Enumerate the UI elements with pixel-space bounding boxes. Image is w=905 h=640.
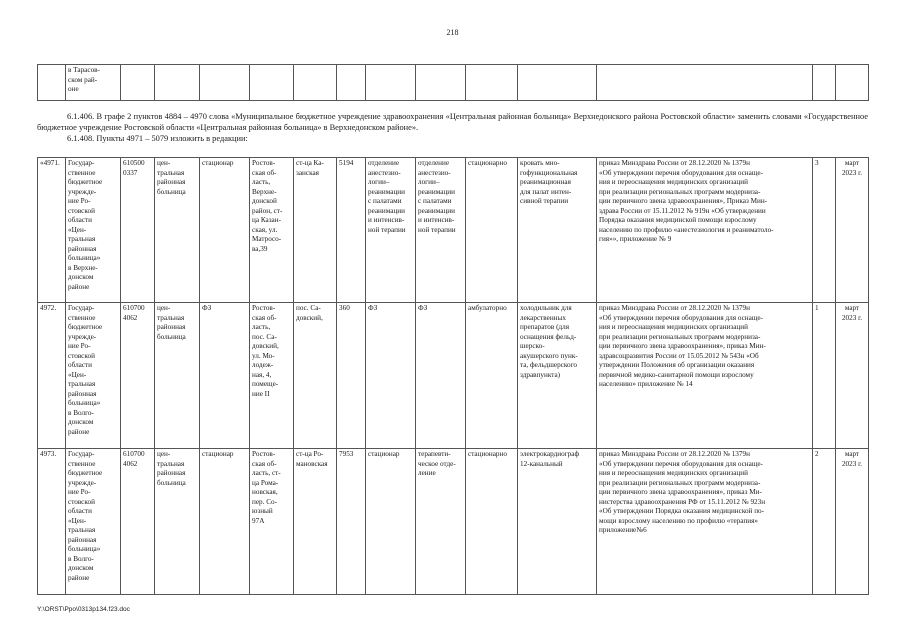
paragraph-6-1-406: 6.1.406. В графе 2 пунктов 4884 – 4970 слова «Муниципальное бюджетное учреждение здравоохранения «Центральная районная больница» Верхнедонского района Ростовской области» заменить словами «Государственное бюджетное учреждение Ростовской области «Центральная районная больница» в Верхнедонском районе». [37, 112, 868, 132]
cell-pop: 7953 [337, 449, 366, 595]
cell-care: амбулаторно [466, 303, 518, 449]
cell-empty [518, 65, 597, 101]
cell-care: стационарно [466, 449, 518, 595]
cell-order: приказ Минздрава России от 28.12.2020 № 1379н «Об утверждении перечня оборудования для оснаще- ния и переоснащения медицинских организаций при реализации региональных программ модерниза- ции первичного звена здравоохранения», приказ Мин- здравсоцразвития России от 15.05.2012 № 543н «Об утверждении Положения об организации оказания первичной медико-санитарной помощи взрослому населению» приложение № 14 [597, 303, 813, 449]
cell-num: 4972. [38, 303, 66, 449]
cell-order: приказ Минздрава России от 28.12.2020 № 1379н «Об утверждении перечня оборудования для оснаще- ния и переоснащения медицинских организаций при реализации региональных программ модерниза- ции первичного звена здравоохранения», приказ Ми- нистерства здравоохранения РФ от 15.11.2012 № 923н «Об утверждении Порядка оказания медицинской по- мощи взрослому населению по профилю «терапия» приложение№6 [597, 449, 813, 595]
cell-empty [836, 65, 869, 101]
cell-empty [337, 65, 366, 101]
cell-num: 4973. [38, 449, 66, 595]
cell-equipment: электрокардиограф 12-канальный [518, 449, 597, 595]
cell-qty: 3 [813, 158, 836, 303]
cell-address: Ростов- ская об- ласть, пос. Са- довский, ул. Мо- лодеж- ная, 4, помеще- ние II [250, 303, 294, 449]
cell-dept2: ФЗ [416, 303, 466, 449]
table-row [38, 449, 869, 595]
cell-pop: 360 [337, 303, 366, 449]
cell-empty [200, 65, 250, 101]
paragraph-6-1-408: 6.1.408. Пункты 4971 – 5079 изложить в редакции: [67, 134, 248, 143]
cell-dept1: отделение анестезио- логии– реанимации с палатами реанимации и интенсив- ной терапии [366, 158, 416, 303]
cell-qty: 2 [813, 449, 836, 595]
cell-empty [366, 65, 416, 101]
cell-code: 610500 0337 [121, 158, 155, 303]
cell-care: стационарно [466, 158, 518, 303]
cell-locality: пос. Са- довский, [294, 303, 337, 449]
cell-empty [250, 65, 294, 101]
cell-locality: ст-ца Ро- мановская [294, 449, 337, 595]
cell-unit: цен- тральная районная больница [155, 449, 200, 595]
cell-dept2: отделение анестезио- логии– реанимации с палатами реанимации и интенсив- ной терапии [416, 158, 466, 303]
continuation-table [37, 64, 869, 101]
cell-date: март 2023 г. [836, 449, 869, 595]
cell-dept1: стационар [366, 449, 416, 595]
cell-equipment: холодильник для лекарственных препаратов (для оснащения фельд- шерско- акушерского пунк- та, фельдшерского здравпункта) [518, 303, 597, 449]
cell-type: стационар [200, 158, 250, 303]
table-row [38, 158, 869, 303]
cell-empty [155, 65, 200, 101]
cell-code: 610700 4062 [121, 303, 155, 449]
cell-locality: ст-ца Ка- занская [294, 158, 337, 303]
file-path-footer: Y:\ORST\Ppo\0313p134.f23.doc [37, 606, 130, 613]
cell-dept1: ФЗ [366, 303, 416, 449]
cell-org: Государ- ственное бюджетное учрежде- ние Ро- стовской области «Цен- тральная районная больница» в Волго- донском районе [66, 303, 121, 449]
cell-empty [416, 65, 466, 101]
cell-empty [597, 65, 813, 101]
cell-date: март 2023 г. [836, 303, 869, 449]
cell-empty [121, 65, 155, 101]
cell-address: Ростов- ская об- ласть, Верхне- донской район, ст- ца Казан- ская, ул. Матросо- ва,39 [250, 158, 294, 303]
cell-empty [294, 65, 337, 101]
cell-empty [38, 65, 66, 101]
cell-type: ФЗ [200, 303, 250, 449]
page-number: 218 [446, 28, 459, 37]
cell-order: приказ Минздрава России от 28.12.2020 № 1379н «Об утверждении перечня оборудования для оснаще- ния и переоснащения медицинских организаций при реализации региональных программ модерниза- ции первичного звена здравоохранения», Приказ Мин- здрава России от 15.11.2012 № 919н «Об утверждении Порядка оказания медицинской помощи взрослому населению по профилю «анестезиология и реаниматоло- гия»», приложение № 9 [597, 158, 813, 303]
cell-date: март 2023 г. [836, 158, 869, 303]
table-row [38, 303, 869, 449]
cell-empty [813, 65, 836, 101]
cell-empty [466, 65, 518, 101]
equipment-table [37, 157, 869, 595]
cell-type: стационар [200, 449, 250, 595]
cell-equipment: кровать мно- гофункциональная реанимационная для палат интен- сивной терапии [518, 158, 597, 303]
cell-district: в Тарасов- ском рай- оне [66, 65, 121, 101]
cell-address: Ростов- ская об- ласть, ст- ца Рома- новская, пер. Со- юзный 97А [250, 449, 294, 595]
cell-unit: цен- тральная районная больница [155, 303, 200, 449]
cell-qty: 1 [813, 303, 836, 449]
cell-org: Государ- ственное бюджетное учрежде- ние Ро- стовской области «Цен- тральная районная больница» в Волго- донском районе [66, 449, 121, 595]
cell-code: 610700 4062 [121, 449, 155, 595]
cell-dept2: терапевти- ческое отде- ление [416, 449, 466, 595]
cell-pop: 5194 [337, 158, 366, 303]
cell-org: Государ- ственное бюджетное учрежде- ние Ро- стовской области «Цен- тральная районная больница» в Верхне- донском районе [66, 158, 121, 303]
cell-unit: цен- тральная районная больница [155, 158, 200, 303]
cell-num: «4971. [38, 158, 66, 303]
